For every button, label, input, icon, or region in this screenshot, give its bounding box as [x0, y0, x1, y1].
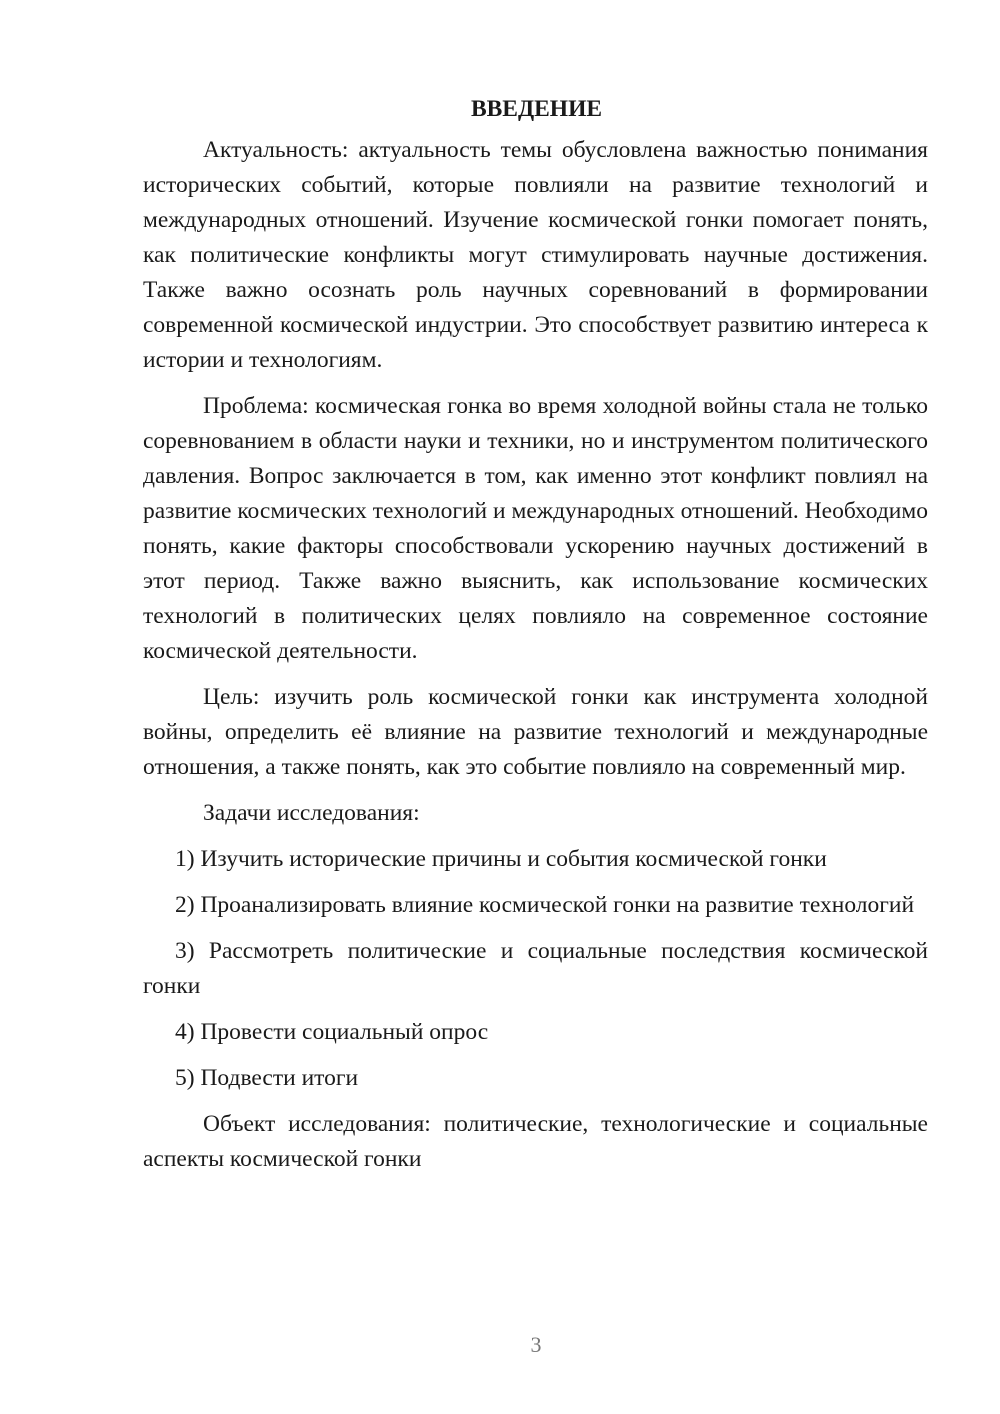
task-item: 3) Рассмотреть политические и социальные последствия космической гонки	[143, 938, 928, 999]
problem-paragraph: Проблема: космическая гонка во время холодной войны стала не только соревнованием в области науки и техники, но и инструментом политического давления. Вопрос заключается в том, как именно этот конфликт повлиял на развитие космических технологий и международных отношений. Необходимо понять, какие факторы способствовали ускорению научных достижений в этот период. Также важно выяснить, как использование космических технологий в политических целях повлияло на современное состояние космической деятельности.	[143, 393, 928, 664]
task-item: 2) Проанализировать влияние космической гонки на развитие технологий	[175, 892, 915, 918]
tasks-heading: Задачи исследования:	[203, 800, 420, 826]
task-item: 1) Изучить исторические причины и события космической гонки	[175, 846, 827, 872]
task-item: 5) Подвести итоги	[175, 1065, 359, 1091]
section-title: ВВЕДЕНИЕ	[470, 96, 603, 122]
goal-paragraph: Цель: изучить роль космической гонки как инструмента холодной войны, определить её влияние на развитие технологий и международные отношения, а также понять, как это событие повлияло на современный мир.	[143, 684, 928, 780]
page-number: 3	[530, 1332, 542, 1357]
task-item: 4) Провести социальный опрос	[175, 1019, 489, 1045]
relevance-paragraph: Актуальность: актуальность темы обусловлена важностью понимания исторических событий, которые повлияли на развитие технологий и международных отношений. Изучение космической гонки помогает понять, как политические конфликты могут стимулировать научные достижения. Также важно осознать роль научных соревнований в формировании современной космической индустрии. Это способствует развитию интереса к истории и технологиям.	[143, 137, 928, 373]
object-paragraph: Объект исследования: политические, технологические и социальные аспекты космической гонки	[143, 1111, 928, 1172]
document-page	[143, 92, 928, 1188]
